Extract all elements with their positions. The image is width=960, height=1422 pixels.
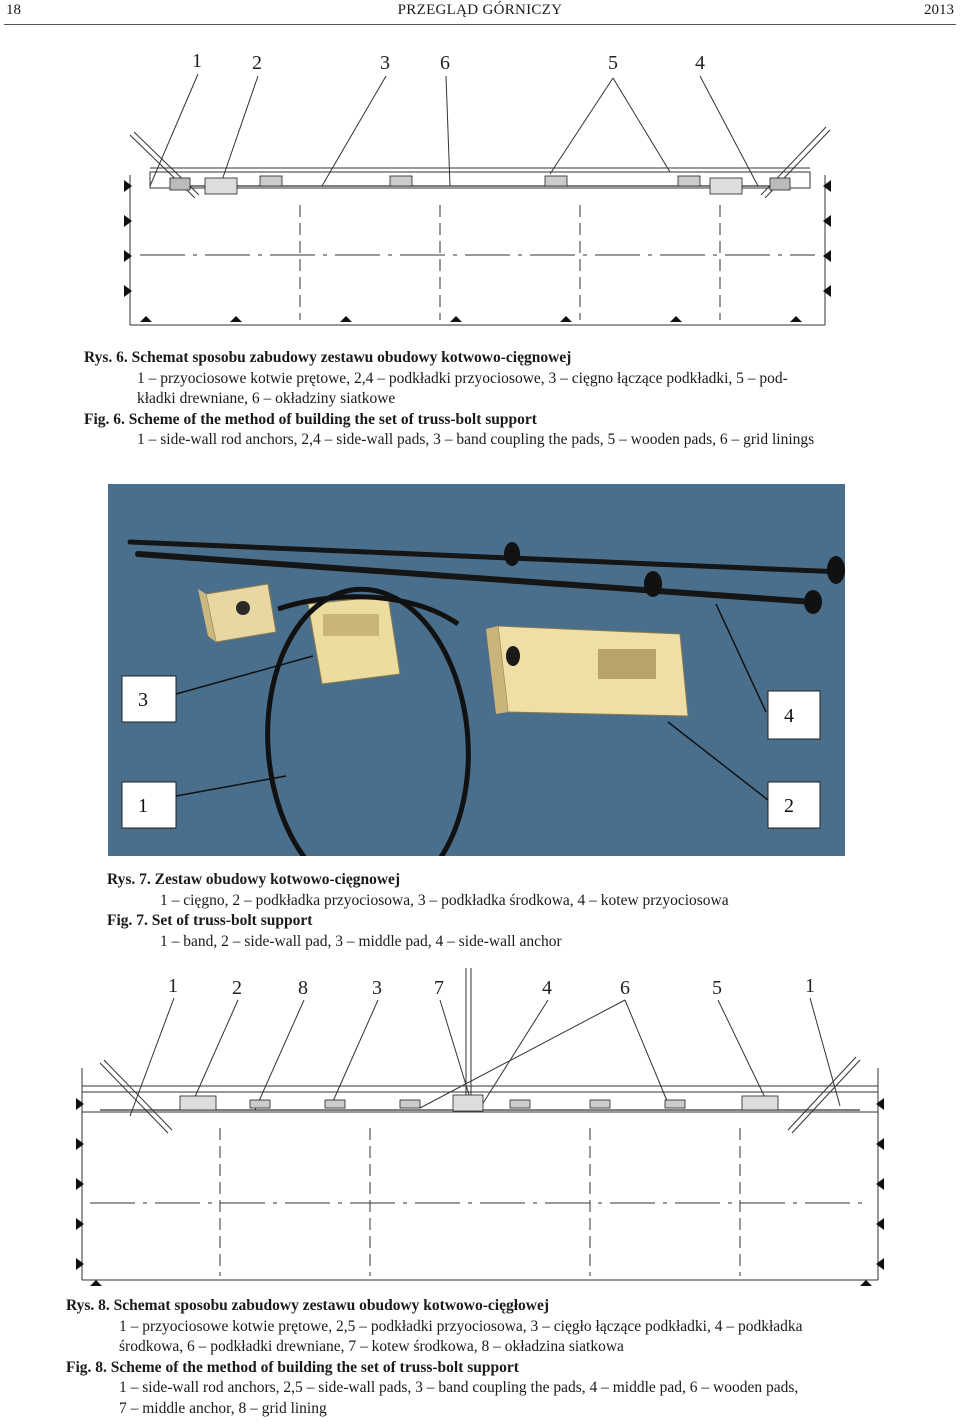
fig6-caption-pl-line2: kładki drewniane, 6 – okładziny siatkowe (137, 390, 396, 407)
fig7-callout-4: 4 (784, 705, 794, 727)
fig8-label-2: 2 (232, 977, 242, 999)
fig8-caption-pl-title: Rys. 8. Schemat sposobu zabudowy zestawu obudowy kotwowo-cięgłowej (66, 1297, 549, 1314)
fig6-caption-pl-line1: 1 – przyociosowe kotwie prętowe, 2,4 – podkładki przyociosowe, 3 – cięgno łączące podkładki, 5 – pod- (137, 369, 788, 387)
fig8-caption-en-title: Fig. 8. Scheme of the method of building the set of truss-bolt support (66, 1358, 519, 1376)
fig8-caption-pl-line1: 1 – przyociosowe kotwie prętowe, 2,5 – podkładki przyociosowa, 3 – cięgło łączące podkładki, 4 – podkładka (119, 1317, 803, 1335)
fig6-caption-en-title: Fig. 6. Scheme of the method of building the set of truss-bolt support (84, 410, 537, 428)
fig7-callout-3: 3 (138, 689, 148, 711)
fig8-label-1-right: 1 (805, 975, 815, 997)
fig6-caption-pl-title: Rys. 6. Schemat sposobu zabudowy zestawu obudowy kotwowo-cięgnowej (84, 349, 572, 366)
fig7-callout-1: 1 (138, 795, 148, 817)
fig7-caption-en-line1: 1 – band, 2 – side-wall pad, 3 – middle pad, 4 – side-wall anchor (160, 932, 562, 950)
fig6-caption-en-line1: 1 – side-wall rod anchors, 2,4 – side-wall pads, 3 – band coupling the pads, 5 – wooden pads, 6 – grid linings (137, 431, 815, 448)
header-rule (4, 24, 956, 25)
figure-8-diagram (70, 968, 890, 1290)
figure-7-caption (107, 870, 867, 952)
fig7-caption-pl-title: Rys. 7. Zestaw obudowy kotwowo-cięgnowej (107, 871, 401, 888)
fig8-label-5: 5 (712, 977, 722, 999)
fig6-label-5: 5 (608, 52, 618, 74)
fig8-caption-en-line2: 7 – middle anchor, 8 – grid lining (119, 1399, 327, 1417)
fig8-label-1-left: 1 (168, 975, 178, 997)
fig8-caption-en-line1: 1 – side-wall rod anchors, 2,5 – side-wall pads, 3 – band coupling the pads, 4 – middle pad, 6 – wooden pads, (119, 1379, 799, 1396)
figure-7-photo (108, 484, 845, 856)
fig7-caption-en-title: Fig. 7. Set of truss-bolt support (107, 912, 313, 929)
fig8-label-8: 8 (298, 977, 308, 999)
fig6-label-4: 4 (695, 52, 705, 74)
journal-title: PRZEGLĄD GÓRNICZY (397, 2, 563, 18)
fig8-caption-pl-line2: środkowa, 6 – podkładki drewniane, 7 – kotew środkowa, 8 – okładzina siatkowa (119, 1338, 624, 1355)
fig6-label-6: 6 (440, 52, 450, 74)
page-header (0, 2, 960, 24)
fig8-label-6: 6 (620, 977, 630, 999)
issue-year: 2013 (924, 2, 954, 18)
fig7-callout-2: 2 (784, 795, 794, 817)
fig8-label-4: 4 (542, 977, 552, 999)
figure-8-caption (66, 1296, 926, 1419)
fig8-label-7: 7 (434, 977, 444, 999)
fig6-label-1: 1 (192, 50, 202, 72)
fig6-label-2: 2 (252, 52, 262, 74)
fig8-label-3: 3 (372, 977, 382, 999)
side-wall-pad (486, 626, 688, 716)
photo-background (108, 484, 845, 856)
figure-6-caption (84, 348, 884, 451)
fig7-caption-pl-line1: 1 – cięgno, 2 – podkładka przyociosowa, 3 – podkładka środkowa, 4 – kotew przyociosowa (160, 891, 729, 909)
middle-pad-large (308, 596, 400, 684)
figure-6-diagram (110, 40, 850, 335)
fig6-label-3: 3 (380, 52, 390, 74)
page-number: 18 (6, 2, 21, 18)
